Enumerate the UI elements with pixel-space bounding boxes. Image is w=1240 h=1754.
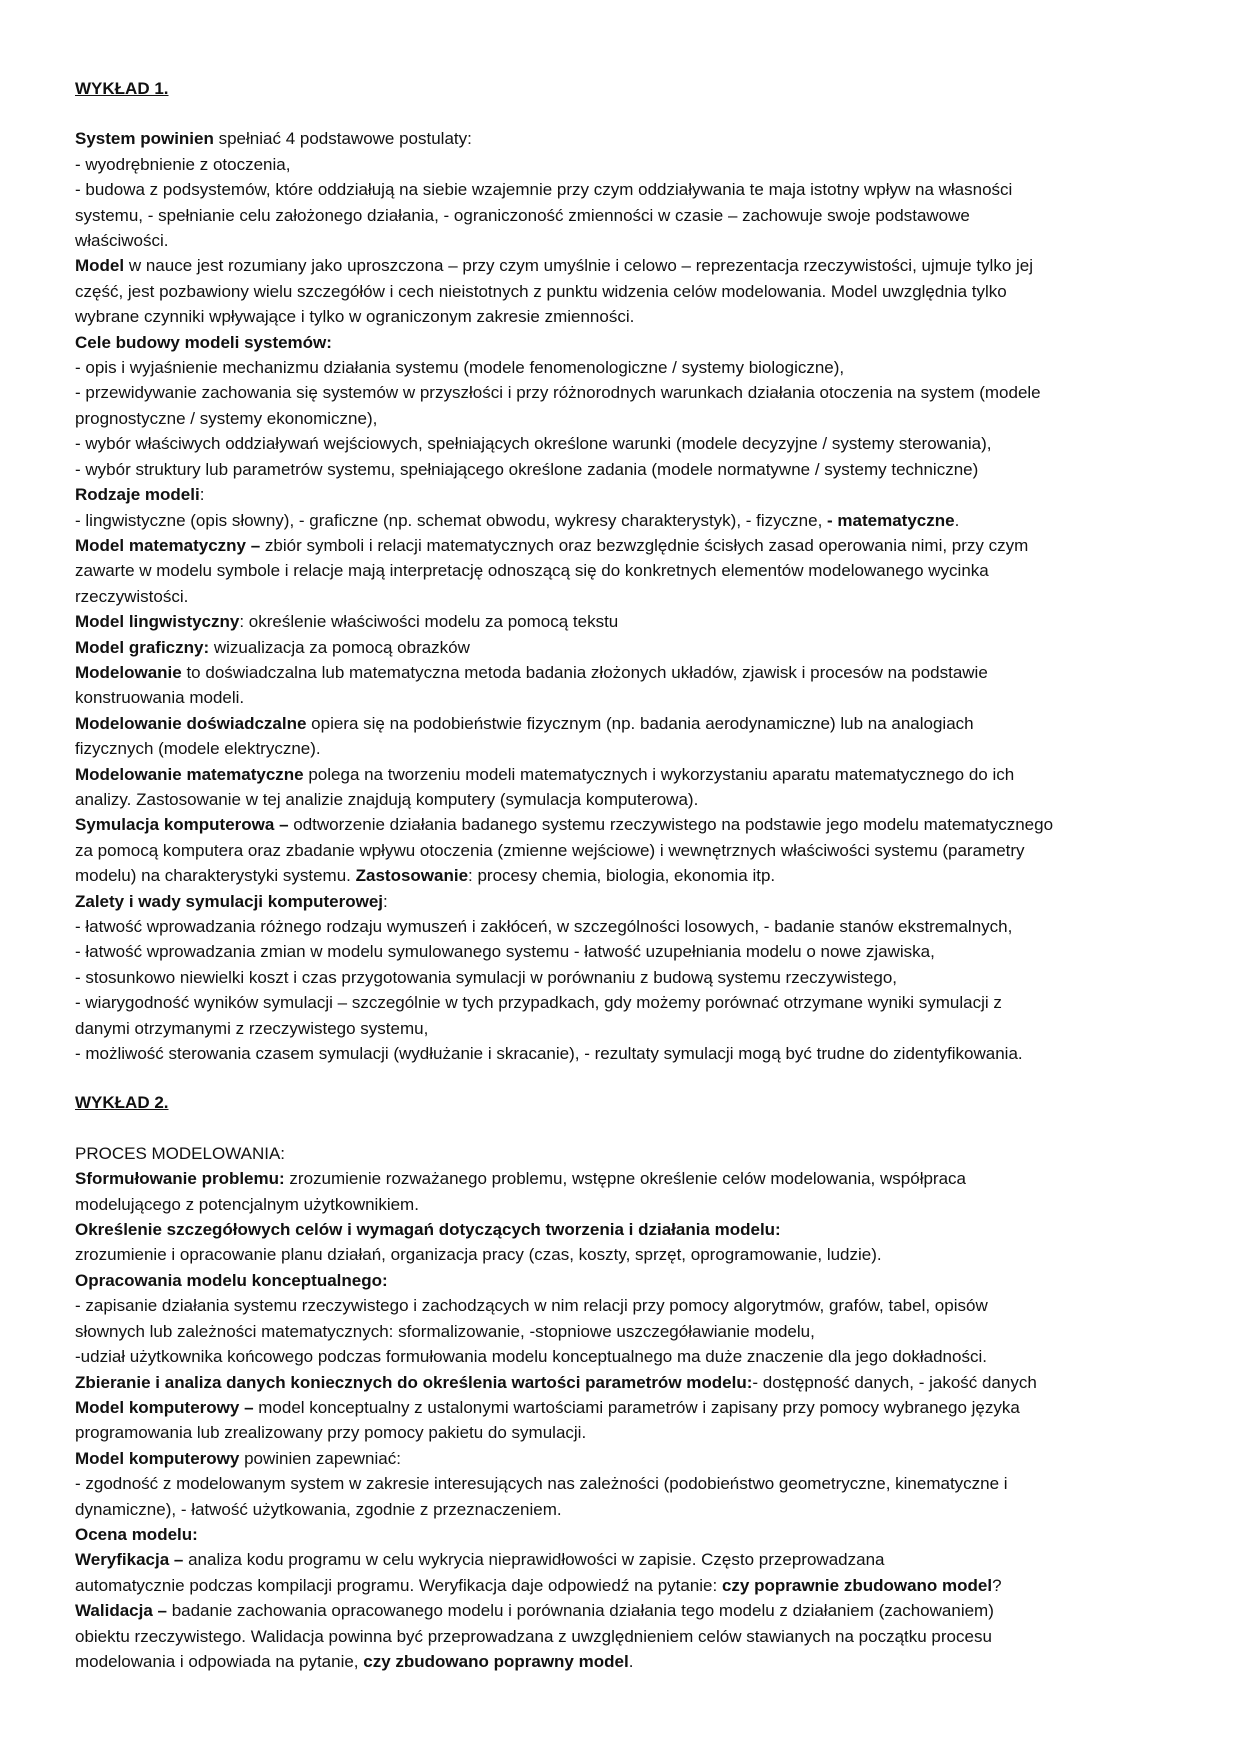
postulate-item: systemu, - spełnianie celu założonego działania, - ograniczoność zmienności w czasie – zachowuje swoje podstawowe bbox=[75, 205, 970, 225]
model-types-title: Rodzaje modeli bbox=[75, 485, 200, 505]
postulate-item: właściwości. bbox=[75, 231, 169, 251]
experimental-modeling-definition: Modelowanie doświadczalne opiera się na podobieństwie fizycznym (np. badania aerodynamiczne) lub na analogiach fizycznych (modele elektryczne). bbox=[75, 713, 974, 759]
postulates-section bbox=[75, 126, 1170, 253]
validation-term: Walidacja – bbox=[75, 1601, 167, 1621]
model-types-list: - lingwistyczne (opis słowny), - graficzne (np. schemat obwodu, wykresy charakterystyk), - fizyczne, bbox=[75, 510, 828, 530]
goals-requirements-title: Określenie szczegółowych celów i wymagań dotyczących tworzenia i działania modelu: bbox=[75, 1220, 781, 1240]
model-types-math: - matematyczne bbox=[827, 510, 955, 530]
lecture-1-heading: WYKŁAD 1. bbox=[75, 79, 169, 98]
goal-item: prognostyczne / systemy ekonomiczne), bbox=[75, 408, 378, 428]
application-term: Zastosowanie bbox=[355, 866, 469, 886]
goal-item: - opis i wyjaśnienie mechanizmu działania systemu (modele fenomenologiczne / systemy biologiczne), bbox=[75, 358, 845, 378]
postulates-intro: spełniać 4 podstawowe postulaty: bbox=[213, 129, 472, 149]
problem-term: Sformułowanie problemu: bbox=[75, 1169, 285, 1189]
pros-cons-item: - łatwość wprowadzania zmian w modelu symulowanego systemu - łatwość uzupełniania modelu o nowe zjawiska, bbox=[75, 942, 935, 962]
math-modeling-definition: Modelowanie matematyczne polega na tworzeniu modeli matematycznych i wykorzystaniu aparatu matematycznego do ich analizy. Zastosowanie w tej analizie znajdują komputery (symulacja komputerowa). bbox=[75, 764, 1015, 809]
lecture-2-heading: WYKŁAD 2. bbox=[75, 1093, 169, 1113]
model-types-section: Rodzaje modeli: - lingwistyczne (opis słowny), - graficzne (np. schemat obwodu, wykresy charakterystyk), - fizyczne, - matematyczne. bbox=[75, 485, 960, 530]
validation-definition: Walidacja – badanie zachowania opracowanego modelu i porównania działania tego modelu z działaniem (zachowaniem) obiektu rzeczywistego. Walidacja powinna być przeprowadzana z uwzględnieniem celów stawianych na początku procesu modelowania i odpowiada na pytanie, czy zbudowano poprawny model. bbox=[75, 1601, 994, 1671]
linguistic-model-definition: Model lingwistyczny: określenie właściwości modelu za pomocą tekstu bbox=[75, 612, 619, 632]
computer-model-definition: Model komputerowy – model konceptualny z ustalonymi wartościami parametrów i zapisany przy pomocy wybranego języka programowania lub zrealizowany przy pomocy pakietu do symulacji. bbox=[75, 1397, 1020, 1443]
conceptual-model-title: Opracowania modelu konceptualnego: bbox=[75, 1270, 388, 1290]
goal-item: - wybór struktury lub parametrów systemu, spełniającego określone zadania (modele normatywne / systemy techniczne) bbox=[75, 459, 979, 479]
goal-item: - przewidywanie zachowania się systemów w przyszłości i przy różnorodnych warunkach działania otoczenia na system (modele bbox=[75, 383, 1041, 403]
goals-requirements: Określenie szczegółowych celów i wymagań dotyczących tworzenia i działania modelu: zrozumienie i opracowanie planu działań, organizacja pracy (czas, koszty, sprzęt, oprogramowanie, ludzie). bbox=[75, 1220, 882, 1265]
computer-model-term: Model komputerowy – bbox=[75, 1397, 254, 1417]
model-definition: Model w nauce jest rozumiany jako uproszczona – przy czym umyślnie i celowo – reprezentacja rzeczywistości, ujmuje tylko jej część, jest pozbawiony wielu szczegółów i cech nieistotnych z punktu widzenia celów modelowania. Model uwzględnia tylko wybrane czynniki wpływające i tylko w ograniczonym zakresie zmienności. bbox=[75, 256, 1034, 327]
data-collection-term: Zbieranie i analiza danych koniecznych do określenia wartości parametrów modelu: bbox=[75, 1372, 753, 1392]
math-model-term: Model matematyczny – bbox=[75, 535, 261, 555]
process-title: PROCES MODELOWANIA: bbox=[75, 1143, 286, 1163]
conceptual-model: Opracowania modelu konceptualnego: - zapisanie działania systemu rzeczywistego i zachodzących w nim relacji przy pomocy algorytmów, grafów, tabel, opisów słownych lub zależności matematycznych: sformalizowanie, -stopniowe uszczegóławianie modelu, -udział użytkownika końcowego podczas formułowania modelu konceptualnego ma duże znaczenie dla jego dokładności. bbox=[75, 1270, 988, 1367]
experimental-modeling-term: Modelowanie doświadczalne bbox=[75, 713, 307, 733]
pros-cons-item: - stosunkowo niewielki koszt i czas przygotowania symulacji w porównaniu z budową systemu rzeczywistego, bbox=[75, 967, 898, 987]
linguistic-model-term: Model lingwistyczny bbox=[75, 612, 240, 632]
pros-cons-item: - łatwość wprowadzania różnego rodzaju wymuszeń i zakłóceń, w szczególności losowych, - badanie stanów ekstremalnych, bbox=[75, 917, 1013, 936]
problem-formulation: Sformułowanie problemu: zrozumienie rozważanego problemu, wstępne określenie celów modelowania, współpraca modelującego z potencjalnym użytkownikiem. bbox=[75, 1169, 966, 1214]
computer-model-req-term: Model komputerowy bbox=[75, 1448, 240, 1468]
pros-cons-item: - możliwość sterowania czasem symulacji (wydłużanie i skracanie), - rezultaty symulacji mogą być trudne do zidentyfikowania. bbox=[75, 1044, 1023, 1064]
postulate-item: - wyodrębnienie z otoczenia, bbox=[75, 154, 291, 174]
postulate-item: - budowa z podsystemów, które oddziałują na siebie wzajemnie przy czym oddziaływania te maja istotny wpływ na własności bbox=[75, 180, 1013, 200]
modeling-definition: Modelowanie to doświadczalna lub matematyczna metoda badania złożonych układów, zjawisk i procesów na podstawie konstruowania modeli. bbox=[75, 662, 988, 708]
validation-question: czy zbudowano poprawny model bbox=[363, 1651, 629, 1671]
modeling-goals-title: Cele budowy modeli systemów: bbox=[75, 332, 332, 352]
math-model-definition: Model matematyczny – zbiór symboli i relacji matematycznych oraz bezwzględnie ścisłych zasad operowania nimi, przy czym zawarte w modelu symbole i relacje mają interpretację odnoszącą się do konkretnych elementów modelowanego wycinka rzeczywistości. bbox=[75, 535, 1029, 606]
pros-cons-title: Zalety i wady symulacji komputerowej bbox=[75, 891, 383, 911]
math-modeling-term: Modelowanie matematyczne bbox=[75, 764, 304, 784]
lecture-2-section bbox=[75, 1090, 1170, 1674]
postulates-term: System powinien bbox=[75, 129, 214, 149]
computer-model-requirements: Model komputerowy powinien zapewniać: - zgodność z modelowanym system w zakresie interesujących nas zależności (podobieństwo geometryczne, kinematyczne i dynamiczne), - łatwość użytkowania, zgodnie z przeznaczeniem. bbox=[75, 1448, 1008, 1519]
pros-cons-item: - wiarygodność wyników symulacji – szczególnie w tych przypadkach, gdy możemy porównać otrzymane wyniki symulacji z bbox=[75, 993, 1002, 1013]
evaluation-title: Ocena modelu: bbox=[75, 1524, 198, 1544]
verification-definition: Weryfikacja – analiza kodu programu w celu wykrycia nieprawidłowości w zapisie. Często przeprowadzana automatycznie podczas kompilacji programu. Weryfikacja daje odpowiedź na pytanie: czy poprawnie zbudowano model? bbox=[75, 1550, 1002, 1595]
graphic-model-definition: Model graficzny: wizualizacja za pomocą obrazków bbox=[75, 637, 470, 657]
modeling-term: Modelowanie bbox=[75, 662, 182, 682]
model-term: Model bbox=[75, 256, 125, 276]
modeling-goals-section bbox=[75, 330, 1170, 482]
simulation-definition: Symulacja komputerowa – odtworzenie działania badanego systemu rzeczywistego na podstawie jego modelu matematycznego za pomocą komputera oraz zbadanie wpływu otoczenia (zmienne wejściowe) i wewnętrznych właściwości systemu (parametry modelu) na charakterystyki systemu. Zastosowanie: procesy chemia, biologia, ekonomia itp. bbox=[75, 815, 1054, 886]
pros-cons-section: Zalety i wady symulacji komputerowej: - łatwość wprowadzania różnego rodzaju wymuszeń i zakłóceń, w szczególności losowych, - badanie stanów ekstremalnych, - łatwość wprowadzania zmian w modelu symulowanego systemu - łatwość uzupełniania modelu o nowe zjawiska, - stosunkowo niewielki koszt i czas przygotowania symulacji w porównaniu z budową systemu rzeczywistego, - wiarygodność wyników symulacji – szczególnie w tych przypadkach, gdy możemy porównać otrzymane wyniki symulacji z danymi otrzymanymi z rzeczywistego systemu, - możliwość sterowania czasem symulacji (wydłużanie i skracanie), - rezultaty symulacji mogą być trudne do zidentyfikowania. bbox=[75, 889, 1170, 1067]
goal-item: - wybór właściwych oddziaływań wejściowych, spełniających określone warunki (modele decyzyjne / systemy sterowania), bbox=[75, 434, 992, 454]
verification-question: czy poprawnie zbudowano model bbox=[721, 1575, 993, 1595]
simulation-term: Symulacja komputerowa – bbox=[75, 815, 289, 835]
graphic-model-term: Model graficzny: bbox=[75, 637, 210, 657]
verification-term: Weryfikacja – bbox=[75, 1550, 184, 1570]
data-collection: Zbieranie i analiza danych koniecznych do określenia wartości parametrów modelu:- dostępność danych, - jakość danych bbox=[75, 1372, 1037, 1392]
pros-cons-item: danymi otrzymanymi z rzeczywistego systemu, bbox=[75, 1018, 429, 1038]
